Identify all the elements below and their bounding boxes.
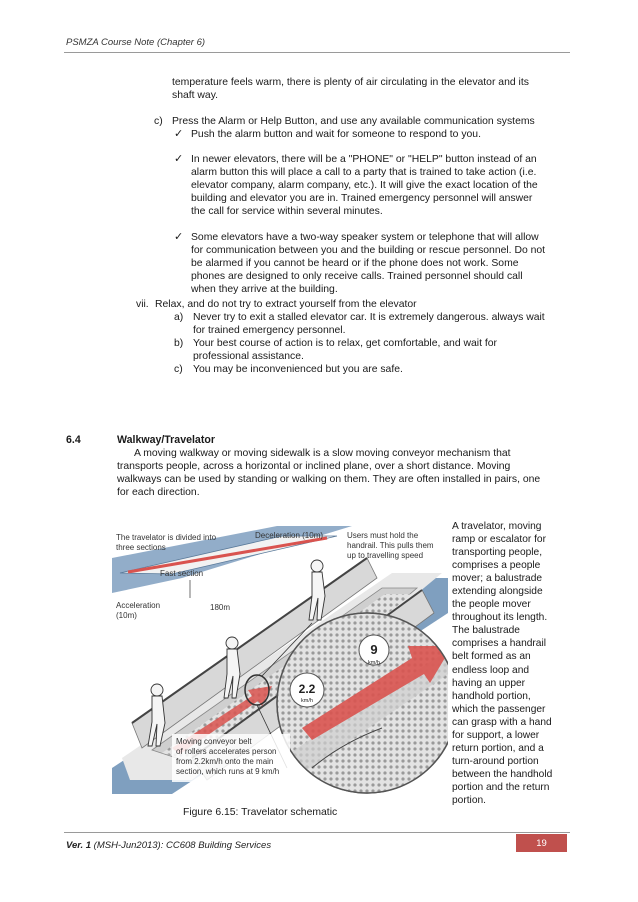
- side-line: transporting people,: [452, 547, 543, 559]
- side-line: handhold portion,: [452, 690, 531, 702]
- side-line: for support, a lower: [452, 729, 540, 741]
- label-users: Users must hold the: [347, 531, 419, 540]
- check-icon: ✓: [174, 128, 184, 140]
- check-line: alarm button this will place a call to a party that is trained to take action (i.e.: [191, 167, 537, 178]
- side-line: comprises a handrail: [452, 638, 546, 650]
- footer-version: Ver. 1: [66, 840, 92, 851]
- label-sections: The travelator is divided into: [116, 533, 217, 542]
- header-title: PSMZA Course Note (Chapter 6): [66, 37, 206, 48]
- speed-unit-label: km/h: [301, 698, 313, 704]
- section-number: 6.4: [66, 434, 81, 446]
- speed-fast-label: 9: [370, 642, 378, 657]
- section-line: A moving walkway or moving sidewalk is a slow moving conveyor mechanism that: [134, 448, 511, 459]
- figure-caption: Figure 6.15: Travelator schematic: [183, 807, 338, 818]
- label-fast: Fast section: [160, 569, 204, 578]
- check-line: be alarmed if you cannot be heard or if the phone does not work. Some: [191, 258, 519, 269]
- side-description: [452, 520, 570, 807]
- side-line: having an upper: [452, 677, 526, 689]
- label-sections: three sections: [116, 543, 166, 552]
- side-line: which the passenger: [452, 703, 546, 715]
- travelator-illustration: [112, 518, 448, 794]
- list-marker: c): [154, 116, 163, 127]
- list-item-text: Relax, and do not try to extract yourself from the elevator: [155, 299, 417, 310]
- check-line: Some elevators have a two-way speaker system or telephone that will allow: [191, 232, 539, 243]
- check-line: In newer elevators, there will be a "PHONE" or "HELP" button instead of an: [191, 154, 537, 165]
- label-acceleration: (10m): [116, 611, 137, 620]
- header-rule: [64, 52, 570, 53]
- sub-item-line: Never try to exit a stalled elevator car. It is extremely dangerous. always wait: [193, 312, 545, 323]
- side-line: between the handhold: [452, 768, 553, 780]
- check-line: when they arrive at the building.: [191, 284, 338, 295]
- footer-text: [66, 840, 271, 851]
- side-line: throughout its length.: [452, 612, 548, 624]
- side-line: portion and the return: [452, 781, 550, 793]
- check-line: the call for service within several minutes.: [191, 206, 383, 217]
- side-line: extending alongside: [452, 586, 543, 598]
- label-users: handrail. This pulls them: [347, 541, 434, 550]
- list-marker: b): [174, 338, 184, 349]
- speed-unit-label: km/h: [368, 660, 380, 666]
- side-line: ramp or escalator for: [452, 534, 546, 546]
- footer-rule: [64, 832, 570, 833]
- section-line: for each direction.: [117, 487, 200, 498]
- speed-slow-label: 2.2: [298, 682, 316, 696]
- side-line: portion.: [452, 794, 486, 806]
- label-acceleration: Acceleration: [116, 601, 161, 610]
- side-line: comprises a people: [452, 560, 541, 572]
- para-cont-line: shaft way.: [172, 90, 219, 101]
- side-line: belt formed as an: [452, 651, 531, 663]
- check-line: elevator company, alarm company, etc.). It will give the exact location of the: [191, 180, 538, 191]
- side-line: the people mover: [452, 599, 531, 611]
- label-rollers: Moving conveyor belt: [176, 737, 252, 746]
- section-title: Walkway/Travelator: [117, 434, 215, 446]
- side-line: A travelator, moving: [452, 521, 542, 532]
- list-marker: a): [174, 312, 184, 323]
- check-icon: ✓: [174, 153, 184, 165]
- list-item-text: Press the Alarm or Help Button, and use any available communication systems: [172, 116, 535, 127]
- label-rollers: section, which runs at 9 km/h: [176, 767, 280, 776]
- footer-course: (MSH-Jun2013): CC608 Building Services: [91, 840, 272, 851]
- side-line: mover; a balustrade: [452, 573, 543, 585]
- label-length: 180m: [210, 603, 231, 612]
- check-line: building and elevator you are in. Trained emergency personnel will answer: [191, 193, 533, 204]
- page-number: 19: [536, 838, 547, 849]
- travelator-figure: [112, 518, 448, 794]
- side-line: turn-around portion: [452, 755, 539, 767]
- label-deceleration: Deceleration (10m): [255, 531, 324, 540]
- label-rollers: from 2.2km/h onto the main: [176, 757, 274, 766]
- label-rollers: of rollers accelerates person: [176, 747, 277, 756]
- label-users: up to travelling speed: [347, 551, 424, 560]
- sub-item-line: You may be inconvenienced but you are safe.: [193, 364, 403, 375]
- check-line: phones are designed to only receive calls. Trained personnel should call: [191, 271, 523, 282]
- sub-item-line: Your best course of action is to relax, get comfortable, and wait for: [193, 338, 497, 349]
- section-line: walkways can be used by standing or walking on them. They are often installed in pairs, one: [117, 474, 541, 485]
- side-line: endless loop and: [452, 664, 530, 676]
- side-line: return portion, and a: [452, 742, 544, 754]
- section-line: transports people, across a horizontal or inclined plane, over a short distance. Moving: [117, 461, 511, 472]
- check-line: Push the alarm button and wait for someone to respond to you.: [191, 129, 481, 140]
- list-marker: c): [174, 364, 183, 375]
- side-line: can grasp with a hand: [452, 716, 552, 728]
- check-icon: ✓: [174, 231, 184, 243]
- check-line: for communication between you and the building or rescue personnel. Do not: [191, 245, 546, 256]
- list-marker: vii.: [136, 299, 149, 310]
- sub-item-line: for trained emergency personnel.: [193, 325, 346, 336]
- para-cont-line: temperature feels warm, there is plenty of air circulating in the elevator and its: [172, 77, 529, 88]
- sub-item-line: professional assistance.: [193, 351, 304, 362]
- side-line: The balustrade: [452, 625, 520, 637]
